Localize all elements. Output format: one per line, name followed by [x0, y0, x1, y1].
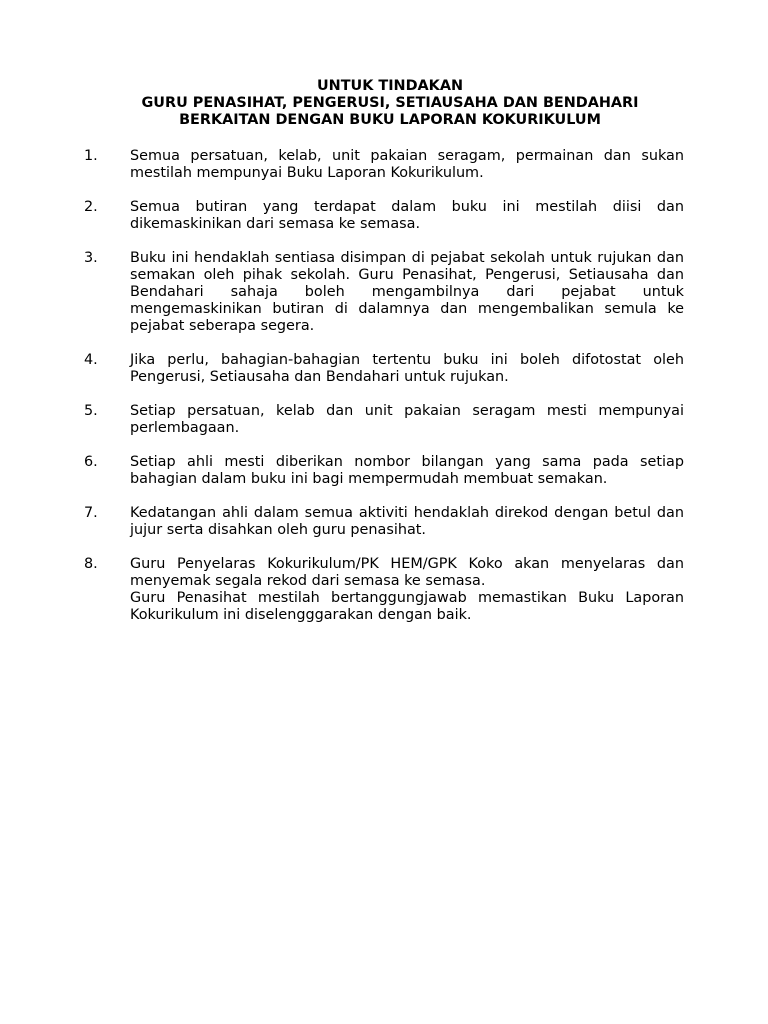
item-number: 4.: [84, 352, 98, 368]
item-text: [130, 556, 684, 624]
list-item: [84, 148, 684, 182]
item-text: [130, 454, 684, 488]
item-text: [130, 403, 684, 437]
list-item: [84, 199, 684, 233]
item-paragraph: Semua persatuan, kelab, unit pakaian seragam, permainan dan sukan mestilah mempunyai Buku Laporan Kokurikulum.: [130, 148, 684, 181]
list-item: [84, 403, 684, 437]
item-text: [130, 199, 684, 233]
item-paragraph: Semua butiran yang terdapat dalam buku ini mestilah diisi dan dikemaskinikan dari semasa ke semasa.: [130, 199, 684, 232]
list-item: [84, 352, 684, 386]
item-number: 2.: [84, 199, 98, 215]
item-number: 1.: [84, 148, 98, 164]
item-number: 3.: [84, 250, 98, 266]
document-heading: [84, 78, 684, 129]
list-item: [84, 556, 684, 624]
item-paragraph: Guru Penasihat mestilah bertanggungjawab memastikan Buku Laporan Kokurikulum ini diselengggarakan dengan baik.: [130, 590, 684, 623]
item-paragraph: Kedatangan ahli dalam semua aktiviti hendaklah direkod dengan betul dan jujur serta disahkan oleh guru penasihat.: [130, 505, 684, 538]
numbered-list: [84, 148, 684, 624]
list-item: [84, 454, 684, 488]
item-paragraph: Setiap ahli mesti diberikan nombor bilangan yang sama pada setiap bahagian dalam buku ini bagi mempermudah membuat semakan.: [130, 454, 684, 487]
item-paragraph: Jika perlu, bahagian-bahagian tertentu buku ini boleh difotostat oleh Pengerusi, Setiausaha dan Bendahari untuk rujukan.: [130, 352, 684, 385]
item-number: 7.: [84, 505, 98, 521]
heading-line-3: BERKAITAN DENGAN BUKU LAPORAN KOKURIKULUM: [179, 112, 601, 128]
list-item: [84, 250, 684, 335]
heading-line-1: UNTUK TINDAKAN: [316, 78, 464, 94]
item-text: [130, 505, 684, 539]
item-paragraph: Setiap persatuan, kelab dan unit pakaian seragam mesti mempunyai perlembagaan.: [130, 403, 684, 436]
item-number: 5.: [84, 403, 98, 419]
item-text: [130, 352, 684, 386]
item-number: 6.: [84, 454, 98, 470]
list-item: [84, 505, 684, 539]
item-text: [130, 250, 684, 335]
item-paragraph: Buku ini hendaklah sentiasa disimpan di pejabat sekolah untuk rujukan dan semakan oleh pihak sekolah. Guru Penasihat, Pengerusi, Setiausaha dan Bendahari sahaja boleh mengambilnya dari pejabat untuk mengemaskinikan butiran di dalamnya dan mengembalikan semula ke pejabat seberapa segera.: [130, 250, 684, 334]
item-paragraph: Guru Penyelaras Kokurikulum/PK HEM/GPK Koko akan menyelaras dan menyemak segala rekod dari semasa ke semasa.: [130, 556, 684, 589]
heading-line-2: GURU PENASIHAT, PENGERUSI, SETIAUSAHA DAN BENDAHARI: [141, 95, 639, 111]
item-number: 8.: [84, 556, 98, 572]
item-text: [130, 148, 684, 182]
